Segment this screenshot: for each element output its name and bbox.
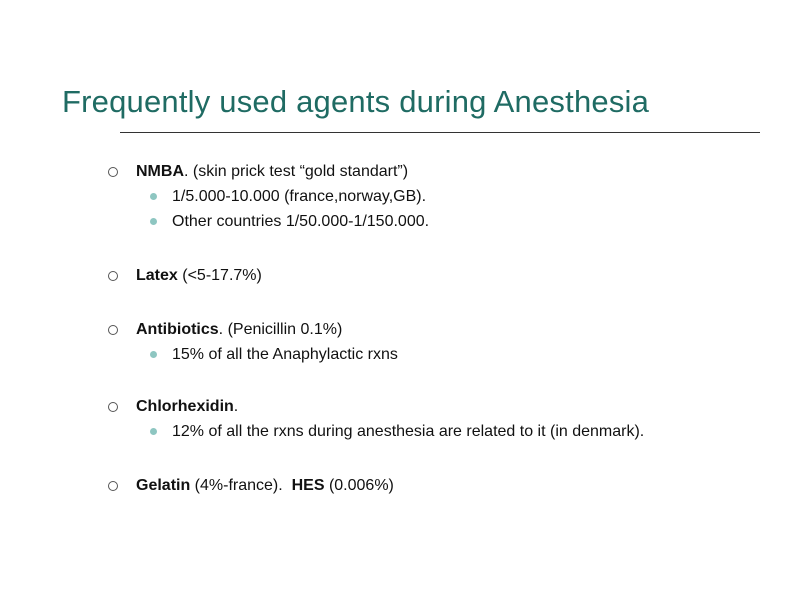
bullet-term: Chlorhexidin (136, 398, 234, 415)
sub-bullet-item (108, 419, 788, 444)
bullet-text: (4%-france). (190, 477, 292, 494)
bullet-term: Antibiotics (136, 321, 219, 338)
title-divider (120, 132, 760, 133)
spacer (108, 444, 788, 474)
bullet-text: (<5-17.7%) (177, 267, 262, 284)
bullet-item-nmba (108, 160, 788, 184)
bullet-item-antibiotics (108, 318, 788, 342)
bullet-term: Gelatin (136, 477, 191, 494)
bullet-term: NMBA (136, 163, 184, 180)
bullet-text: . (skin prick test “gold standart”) (184, 163, 409, 180)
dot-bullet-icon (150, 218, 157, 225)
bullet-item-latex (108, 264, 788, 288)
dot-bullet-icon (150, 351, 157, 358)
hollow-bullet-icon (108, 325, 118, 335)
spacer (108, 234, 788, 264)
dot-bullet-icon (150, 193, 157, 200)
sub-bullet-item (108, 209, 788, 234)
bullet-item-chlorhexidin (108, 395, 788, 419)
hollow-bullet-icon (108, 481, 118, 491)
bullet-list (108, 160, 788, 498)
sub-bullet-text: Other countries 1/50.000-1/150.000. (172, 213, 430, 230)
hollow-bullet-icon (108, 271, 118, 281)
bullet-term-hes: HES (291, 477, 325, 494)
spacer (108, 367, 788, 395)
bullet-text: . (233, 398, 239, 415)
slide-title: Frequently used agents during Anesthesia (62, 84, 650, 119)
spacer (108, 288, 788, 318)
dot-bullet-icon (150, 428, 157, 435)
sub-bullet-text: 12% of all the rxns during anesthesia are related to it (in denmark). (172, 423, 645, 440)
hollow-bullet-icon (108, 402, 118, 412)
hollow-bullet-icon (108, 167, 118, 177)
bullet-text-hes: (0.006%) (324, 477, 394, 494)
bullet-term: Latex (136, 267, 178, 284)
bullet-item-gelatin (108, 474, 788, 498)
bullet-text: . (Penicillin 0.1%) (218, 321, 343, 338)
sub-bullet-item (108, 184, 788, 209)
sub-bullet-text: 15% of all the Anaphylactic rxns (172, 346, 398, 363)
sub-bullet-text: 1/5.000-10.000 (france,norway,GB). (172, 188, 427, 205)
sub-bullet-item (108, 342, 788, 367)
